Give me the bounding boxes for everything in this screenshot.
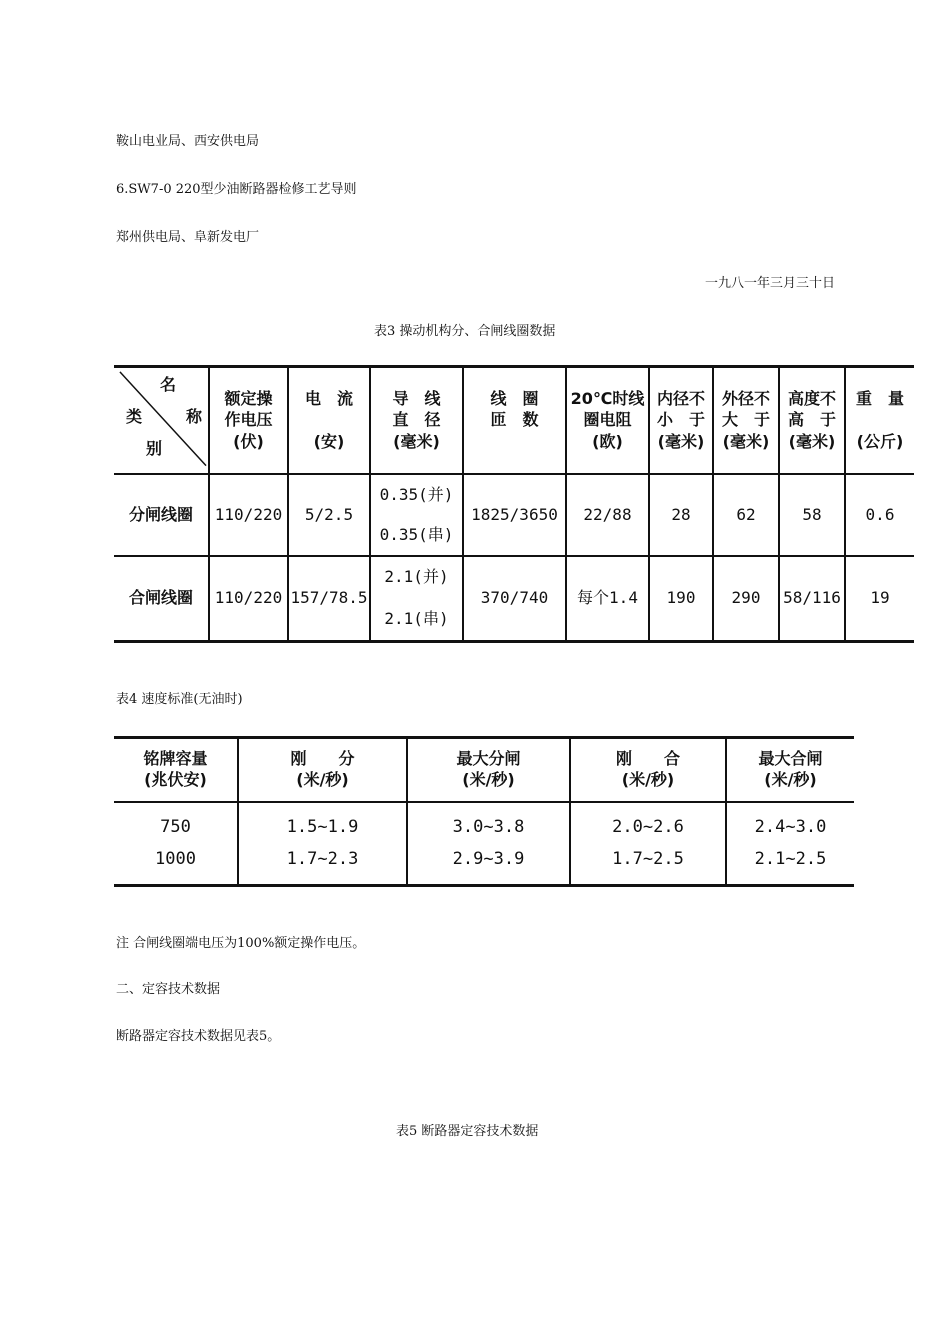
header-height: 高度不 高 于 (毫米) — [779, 367, 845, 474]
header-max-open: 最大分闸 (米/秒) — [407, 738, 570, 802]
table-row — [114, 556, 914, 642]
cell-max-close: 2.4~3.0 2.1~2.5 — [726, 802, 854, 886]
header-voltage: 额定操 作电压 (伏) — [209, 367, 288, 474]
row-name: 分闸线圈 — [114, 474, 209, 556]
table-row — [114, 802, 854, 886]
corner-top: 名 — [160, 375, 177, 394]
heading-line-3: 郑州供电局、阜新发电厂 — [116, 230, 260, 245]
cell-current: 5/2.5 — [288, 474, 370, 556]
coil-data-table — [114, 365, 914, 643]
cell-capacity: 750 1000 — [114, 802, 238, 886]
cell-just-open: 1.5~1.9 1.7~2.3 — [238, 802, 407, 886]
header-current: 电 流 (安) — [288, 367, 370, 474]
table-row — [114, 474, 914, 556]
header-inner-diameter: 内径不 小 于 (毫米) — [649, 367, 713, 474]
header-turns: 线 圈 匝 数 — [463, 367, 566, 474]
date-line: 一九八一年三月三十日 — [704, 276, 835, 291]
cell-current: 157/78.5 — [288, 556, 370, 642]
cell-weight: 19 — [845, 556, 914, 642]
header-just-open: 刚 分 (米/秒) — [238, 738, 407, 802]
header-outer-diameter: 外径不 大 于 (毫米) — [713, 367, 779, 474]
cell-height: 58/116 — [779, 556, 845, 642]
row-name: 合闸线圈 — [114, 556, 209, 642]
cell-resistance: 22/88 — [566, 474, 649, 556]
corner-left: 类 — [126, 407, 143, 426]
section-heading: 二、定容技术数据 — [116, 982, 221, 997]
table4-caption: 表4 速度标准(无油时) — [116, 692, 243, 707]
cell-outer: 62 — [713, 474, 779, 556]
cell-wire-diameter: 2.1(并) 2.1(串) — [370, 556, 463, 642]
corner-right: 称 — [186, 407, 203, 426]
cell-height: 58 — [779, 474, 845, 556]
header-max-close: 最大合闸 (米/秒) — [726, 738, 854, 802]
table3-caption: 表3 操动机构分、合闸线圈数据 — [374, 324, 556, 339]
cell-turns: 1825/3650 — [463, 474, 566, 556]
heading-line-2: 6.SW7-0 220型少油断路器检修工艺导则 — [116, 182, 357, 197]
cell-just-close: 2.0~2.6 1.7~2.5 — [570, 802, 726, 886]
header-resistance: 20℃时线 圈电阻 (欧) — [566, 367, 649, 474]
speed-standard-table — [114, 736, 854, 887]
heading-line-1: 鞍山电业局、西安供电局 — [116, 134, 260, 149]
header-just-close: 刚 合 (米/秒) — [570, 738, 726, 802]
table3-corner-cell — [114, 367, 209, 474]
cell-voltage: 110/220 — [209, 556, 288, 642]
section-text: 断路器定容技术数据见表5。 — [116, 1029, 281, 1044]
cell-inner: 190 — [649, 556, 713, 642]
header-capacity: 铭牌容量 (兆伏安) — [114, 738, 238, 802]
cell-wire-diameter: 0.35(并) 0.35(串) — [370, 474, 463, 556]
cell-voltage: 110/220 — [209, 474, 288, 556]
cell-inner: 28 — [649, 474, 713, 556]
cell-resistance: 每个1.4 — [566, 556, 649, 642]
cell-max-open: 3.0~3.8 2.9~3.9 — [407, 802, 570, 886]
cell-weight: 0.6 — [845, 474, 914, 556]
corner-bottom: 别 — [146, 439, 163, 458]
cell-turns: 370/740 — [463, 556, 566, 642]
header-wire-diameter: 导 线 直 径 (毫米) — [370, 367, 463, 474]
table5-caption: 表5 断路器定容技术数据 — [396, 1124, 539, 1139]
header-weight: 重 量 (公斤) — [845, 367, 914, 474]
cell-outer: 290 — [713, 556, 779, 642]
note-line: 注 合闸线圈端电压为100%额定操作电压。 — [116, 936, 366, 951]
